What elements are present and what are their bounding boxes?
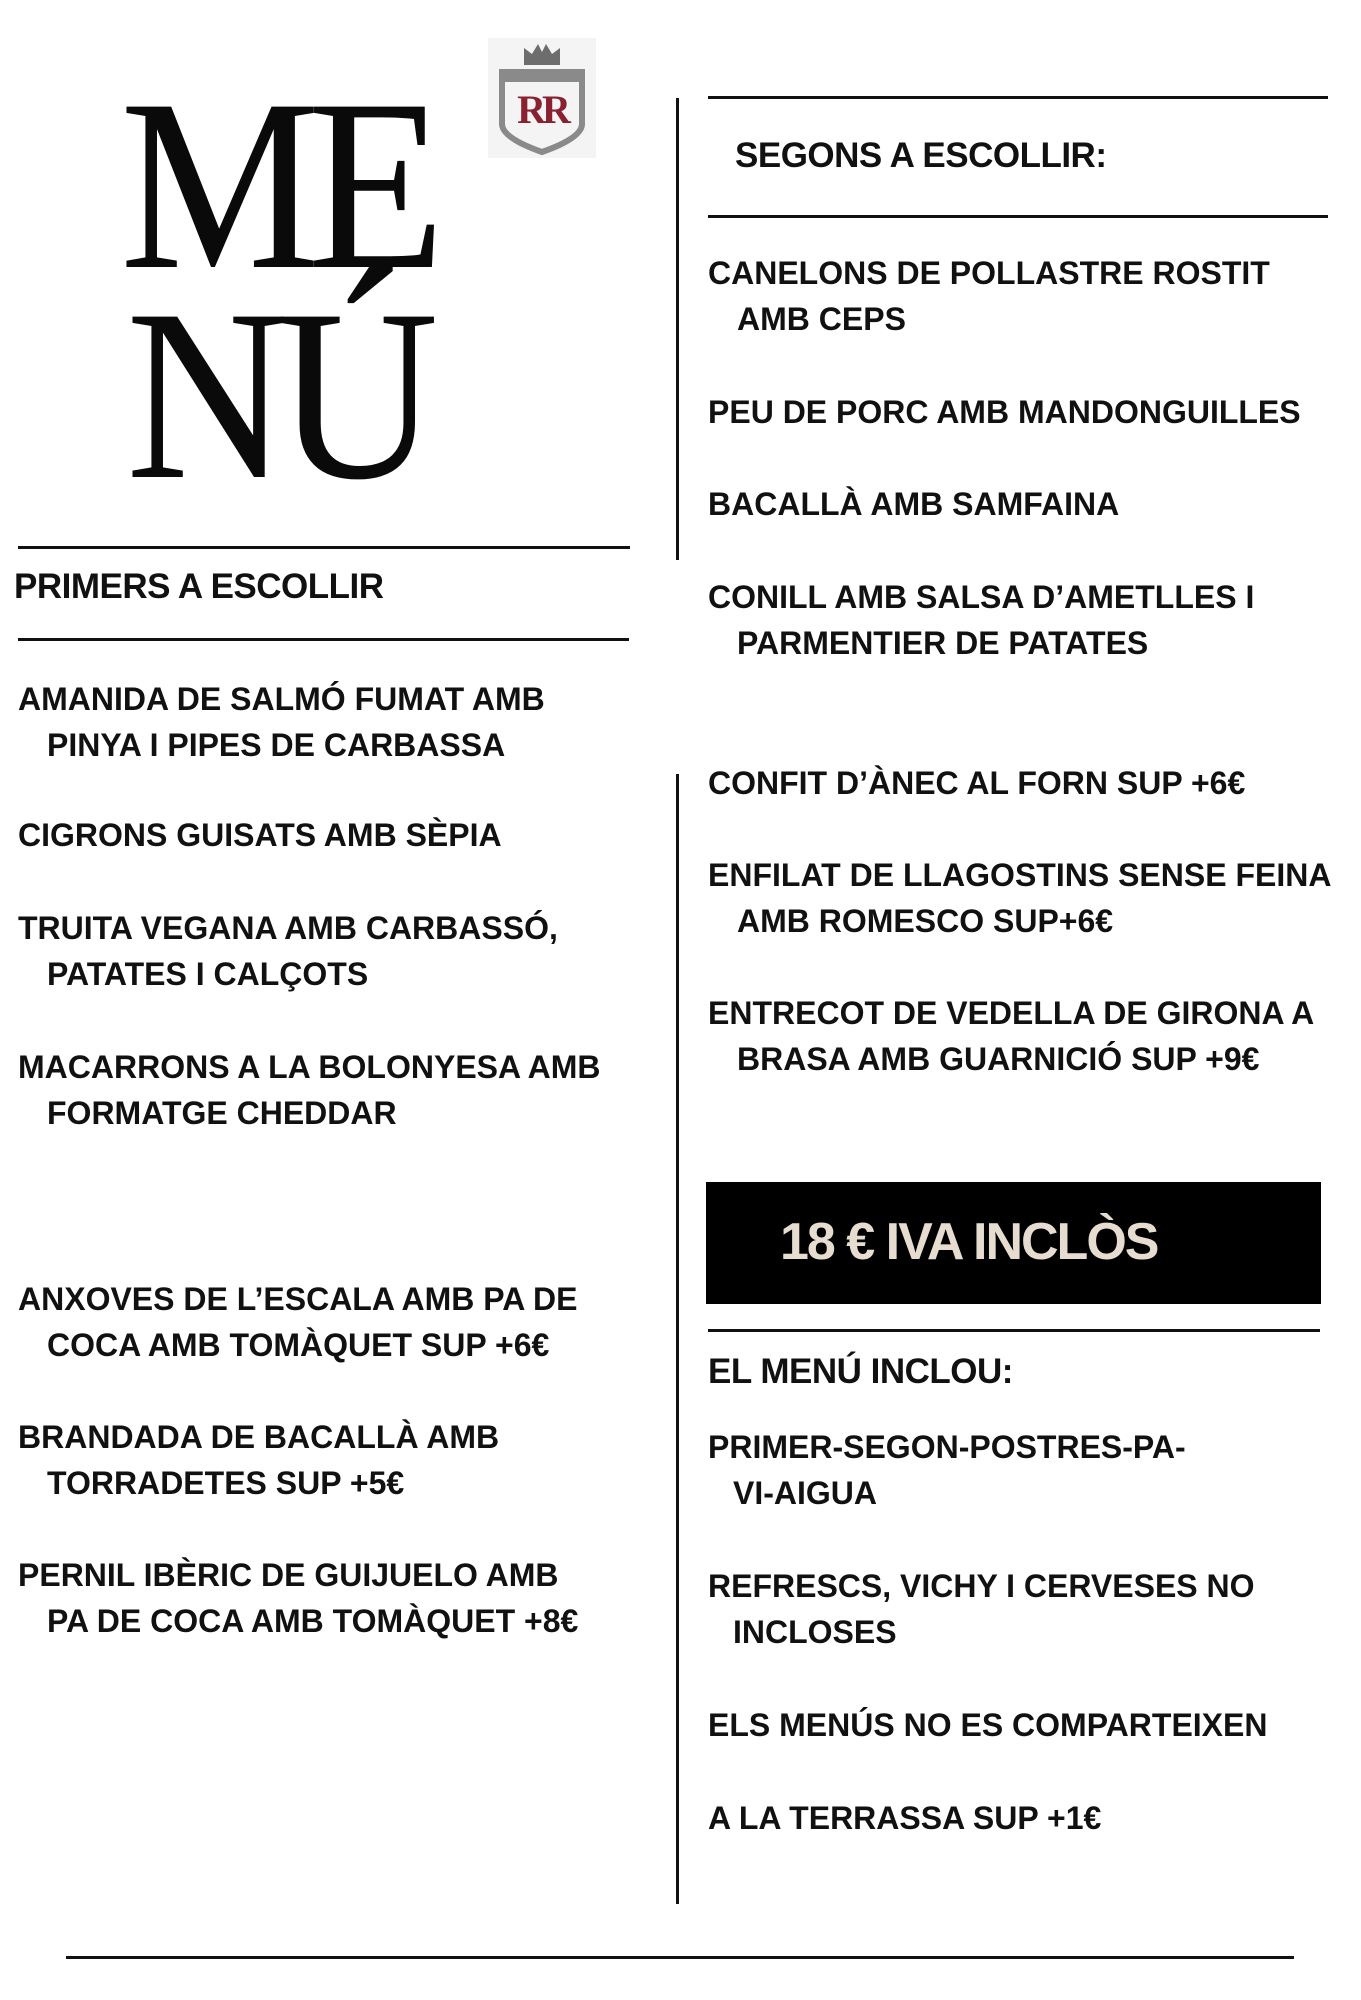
primer-item: AMANIDA DE SALMÓ FUMAT AMB PINYA I PIPES DE CARBASSA (18, 681, 545, 763)
primer-item: BRANDADA DE BACALLÀ AMB TORRADETES SUP +5€ (18, 1419, 500, 1501)
segon-item: ENTRECOT DE VEDELLA DE GIRONA A BRASA AMB GUARNICIÓ SUP +9€ (708, 995, 1315, 1077)
segon-item: CONILL AMB SALSA D’AMETLLES I PARMENTIER DE PATATES (708, 579, 1255, 661)
logo-monogram: RR (517, 87, 567, 132)
segon-item: ENFILAT DE LLAGOSTINS SENSE FEINA AMB ROMESCO SUP+6€ (708, 857, 1332, 939)
segon-item: CONFIT D’ÀNEC AL FORN SUP +6€ (708, 765, 1246, 801)
segon-item: CANELONS DE POLLASTRE ROSTIT AMB CEPS (708, 255, 1270, 337)
restaurant-logo (488, 38, 596, 158)
footer-rule (66, 1956, 1294, 1959)
inclou-heading: EL MENÚ INCLOU: (708, 1352, 1013, 1391)
column-divider-upper (676, 98, 679, 560)
primer-item: ANXOVES DE L’ESCALA AMB PA DE COCA AMB TOMÀQUET SUP +6€ (18, 1281, 578, 1363)
inclou-item: A LA TERRASSA SUP +1€ (708, 1800, 1102, 1836)
segon-item: BACALLÀ AMB SAMFAINA (708, 486, 1120, 522)
inclou-item: PRIMER-SEGON-POSTRES-PA- VI-AIGUA (708, 1429, 1186, 1511)
primers-top-rule (18, 546, 630, 549)
inclou-top-rule (708, 1329, 1320, 1332)
inclou-item: ELS MENÚS NO ES COMPARTEIXEN (708, 1707, 1268, 1743)
segons-heading: SEGONS A ESCOLLIR: (735, 136, 1107, 175)
primer-item: MACARRONS A LA BOLONYESA AMB FORMATGE CHEDDAR (18, 1049, 601, 1131)
primer-item: PERNIL IBÈRIC DE GUIJUELO AMB PA DE COCA AMB TOMÀQUET +8€ (18, 1557, 579, 1639)
primers-bottom-rule (18, 638, 629, 641)
price-label: 18 € IVA INCLÒS (780, 1213, 1158, 1271)
title-line-1: ME (120, 49, 433, 320)
inclou-item: REFRESCS, VICHY I CERVESES NO INCLOSES (708, 1568, 1255, 1650)
column-divider-lower (676, 774, 679, 1904)
segons-top-rule (708, 96, 1328, 99)
primer-item: TRUITA VEGANA AMB CARBASSÓ, PATATES I CALÇOTS (18, 910, 558, 992)
segon-item: PEU DE PORC AMB MANDONGUILLES (708, 394, 1301, 430)
segons-bottom-rule (708, 215, 1328, 218)
title-line-2: NÚ (126, 259, 426, 530)
price-banner (706, 1182, 1321, 1304)
primers-heading: PRIMERS A ESCOLLIR (14, 567, 384, 606)
primer-item: CIGRONS GUISATS AMB SÈPIA (18, 817, 502, 853)
